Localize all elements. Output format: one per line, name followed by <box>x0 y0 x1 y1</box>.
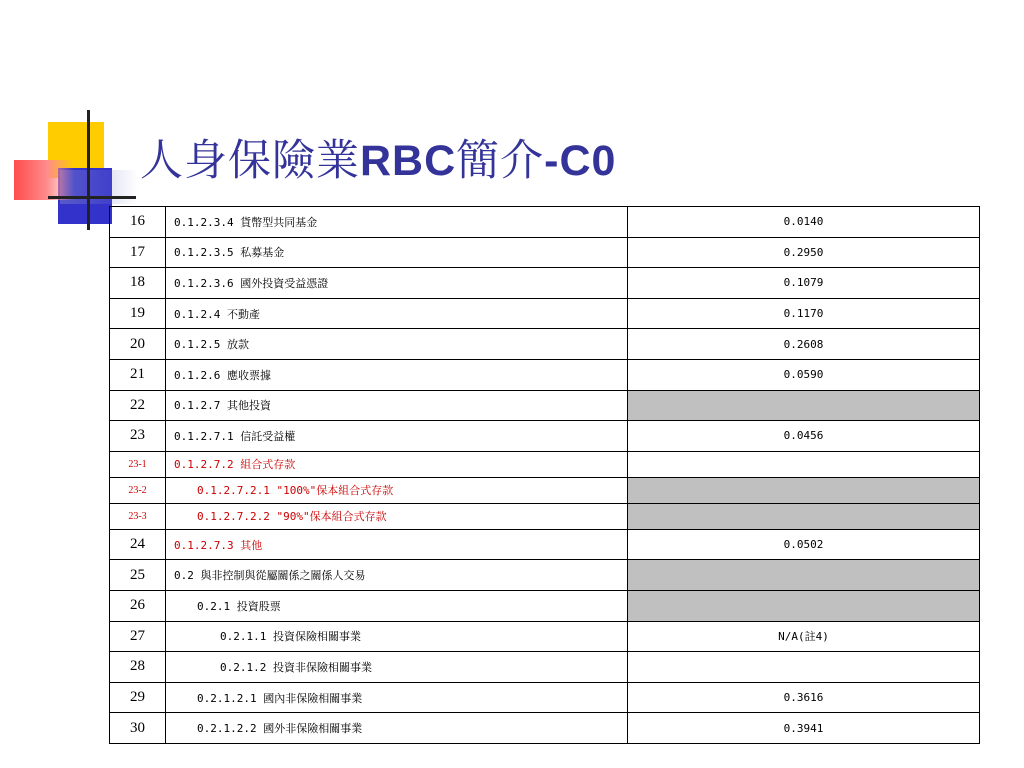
table-row <box>110 421 980 452</box>
row-item-label: 0.2.1.2 投資非保險相關事業 <box>166 652 628 683</box>
table-row <box>110 621 980 652</box>
rbc-factor-table <box>109 206 980 744</box>
table-row <box>110 529 980 560</box>
row-factor-value <box>628 503 980 529</box>
title-part-3: 簡介 <box>456 136 545 186</box>
row-factor-value: 0.0502 <box>628 529 980 560</box>
table-row <box>110 359 980 390</box>
row-factor-value: 0.3941 <box>628 713 980 744</box>
row-factor-value: 0.2608 <box>628 329 980 360</box>
row-item-label: 0.2.1.2.2 國外非保險相關事業 <box>166 713 628 744</box>
row-factor-value: 0.0140 <box>628 207 980 238</box>
row-number: 23-3 <box>110 503 166 529</box>
row-number: 30 <box>110 713 166 744</box>
table-row <box>110 268 980 299</box>
table-row <box>110 298 980 329</box>
row-item-label: 0.2.1.2.1 國內非保險相關事業 <box>166 682 628 713</box>
title-part-1: 人身保險業 <box>140 136 360 186</box>
table-row <box>110 451 980 477</box>
decor-horizontal-line <box>48 196 136 199</box>
row-number: 23-1 <box>110 451 166 477</box>
table-row <box>110 503 980 529</box>
row-number: 25 <box>110 560 166 591</box>
row-item-label: 0.1.2.3.5 私募基金 <box>166 237 628 268</box>
row-number: 22 <box>110 390 166 421</box>
table-row <box>110 652 980 683</box>
row-factor-value <box>628 477 980 503</box>
row-item-label: 0.1.2.3.6 國外投資受益憑證 <box>166 268 628 299</box>
row-number: 28 <box>110 652 166 683</box>
row-number: 26 <box>110 590 166 621</box>
row-item-label: 0.1.2.5 放款 <box>166 329 628 360</box>
table-row <box>110 682 980 713</box>
row-number: 24 <box>110 529 166 560</box>
row-factor-value: N/A(註4) <box>628 621 980 652</box>
table-row <box>110 207 980 238</box>
table-row <box>110 560 980 591</box>
row-number: 27 <box>110 621 166 652</box>
row-item-label: 0.1.2.7 其他投資 <box>166 390 628 421</box>
row-number: 23 <box>110 421 166 452</box>
table-row <box>110 590 980 621</box>
row-item-label: 0.1.2.7.2.1 "100%"保本組合式存款 <box>166 477 628 503</box>
row-number: 16 <box>110 207 166 238</box>
row-item-label: 0.1.2.7.1 信託受益權 <box>166 421 628 452</box>
row-number: 18 <box>110 268 166 299</box>
row-number: 17 <box>110 237 166 268</box>
row-factor-value: 0.1170 <box>628 298 980 329</box>
table-row <box>110 329 980 360</box>
row-item-label: 0.1.2.3.4 貨幣型共同基金 <box>166 207 628 238</box>
row-number: 19 <box>110 298 166 329</box>
row-factor-value: 0.1079 <box>628 268 980 299</box>
row-number: 29 <box>110 682 166 713</box>
row-factor-value: 0.3616 <box>628 682 980 713</box>
row-factor-value <box>628 560 980 591</box>
table-row <box>110 477 980 503</box>
row-item-label: 0.2 與非控制與從屬關係之關係人交易 <box>166 560 628 591</box>
row-factor-value: 0.0456 <box>628 421 980 452</box>
row-item-label: 0.1.2.6 應收票據 <box>166 359 628 390</box>
decor-vertical-line <box>87 110 90 230</box>
title-part-4: -C0 <box>544 137 617 185</box>
row-factor-value: 0.0590 <box>628 359 980 390</box>
table-row <box>110 237 980 268</box>
row-item-label: 0.2.1 投資股票 <box>166 590 628 621</box>
row-number: 20 <box>110 329 166 360</box>
row-item-label: 0.1.2.4 不動產 <box>166 298 628 329</box>
row-item-label: 0.2.1.1 投資保險相關事業 <box>166 621 628 652</box>
row-factor-value <box>628 390 980 421</box>
row-factor-value: 0.2950 <box>628 237 980 268</box>
title-part-2: RBC <box>360 137 457 185</box>
row-number: 23-2 <box>110 477 166 503</box>
row-factor-value <box>628 652 980 683</box>
row-factor-value <box>628 451 980 477</box>
slide-title <box>140 127 616 188</box>
row-item-label: 0.1.2.7.3 其他 <box>166 529 628 560</box>
row-factor-value <box>628 590 980 621</box>
table-row <box>110 390 980 421</box>
decor-red-gradient <box>14 160 74 200</box>
row-item-label: 0.1.2.7.2 組合式存款 <box>166 451 628 477</box>
table-row <box>110 713 980 744</box>
row-number: 21 <box>110 359 166 390</box>
row-item-label: 0.1.2.7.2.2 "90%"保本組合式存款 <box>166 503 628 529</box>
